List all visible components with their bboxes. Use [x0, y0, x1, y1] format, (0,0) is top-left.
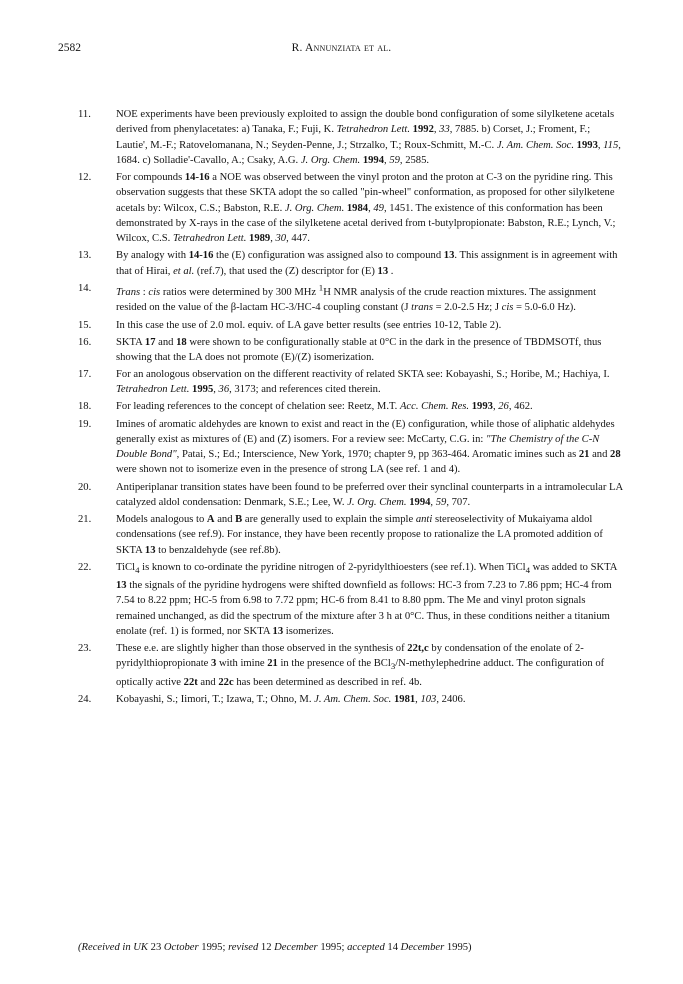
- reference-item: [78, 417, 623, 478]
- reference-number: 12.: [78, 171, 92, 183]
- reference-text: For compounds 14-16 a NOE was observed between the vinyl proton and the proton at C-3 on the pyridine ring. This observation suggests that these SKTA adopt the so called "pin-wheel" conformation, as proposed for other silylketene acetals by: Wilcox, C.S.; Babston, R.E. J. Org. Chem. 1984, 49, 1451. The existence of this conformation has been demonstrated by X-rays in the case of the silylketene acetal derived from t-butylpropionate: Babston, R.E.; Lynch, V.; Wilcox, C.S. Tetrahedron Lett. 1989, 30, 447.: [116, 171, 616, 245]
- reference-item: [78, 318, 623, 333]
- reference-text: By analogy with 14-16 the (E) configuration was assigned also to compound 13. This assignment is in agreement with that of Hirai, et al. (ref.7), that used the (Z) descriptor for (E) 13 .: [116, 250, 618, 277]
- reference-number: 24.: [78, 693, 92, 705]
- reference-item: [78, 107, 623, 168]
- reference-text: For leading references to the concept of chelation see: Reetz, M.T. Acc. Chem. Res. 1993, 26, 462.: [116, 401, 533, 413]
- reference-item: [78, 560, 623, 640]
- reference-item: [78, 480, 623, 511]
- reference-text: TiCl$_4$ is known to co-ordinate the pyridine nitrogen of 2-pyridylthioesters (see ref.1). When TiCl$_4$ was added to SKTA 13 the signals of the pyridine hydrogens were shifted downfield as follows: HC-3 from 7.23 to 7.86 ppm; HC-4 from 7.54 to 8.22 ppm; HC-5 from 6.98 to 7.72 ppm; HC-6 from 8.41 to 8.80 ppm. The Me and vinyl proton signals remained unchanged, as did the spectrum of the mixture after 3 h at 0°C. Thus, in these conditions neither a titanium enolate (ref. 1) is formed, nor SKTA 13 isomerizes.: [116, 561, 617, 637]
- reference-number: 14.: [78, 282, 92, 294]
- running-head: R. Annunziata et al.: [291, 42, 392, 54]
- references-list: [78, 107, 623, 709]
- page-number: 2582: [58, 42, 81, 54]
- reference-text: Kobayashi, S.; Iimori, T.; Izawa, T.; Ohno, M. J. Am. Chem. Soc. 1981, 103, 2406.: [116, 693, 466, 705]
- reference-text: NOE experiments have been previously exploited to assign the double bond configuration of some silylketene acetals derived from phenylacetates: a) Tanaka, F.; Fuji, K. Tetrahedron Lett. 1992, 33, 7885. b) Corset, J.; Froment, F.; Lautie', M.-F.; Ratovelomanana, N.; Seyden-Penne, J.; Strzalko, T.; Roux-Schmitt, M.-C. J. Am. Chem. Soc. 1993, 115, 1684. c) Solladie'-Cavallo, A.; Csaky, A.G. J. Org. Chem. 1994, 59, 2585.: [116, 109, 621, 166]
- reference-number: 15.: [78, 319, 92, 331]
- reference-item: [78, 399, 623, 414]
- reference-item: [78, 512, 623, 558]
- received-note: (Received in UK 23 October 1995; revised 12 December 1995; accepted 14 December 1995): [78, 942, 472, 953]
- reference-number: 18.: [78, 401, 92, 413]
- reference-item: [78, 170, 623, 246]
- reference-number: 13.: [78, 250, 92, 262]
- reference-number: 20.: [78, 481, 92, 493]
- reference-number: 23.: [78, 643, 92, 654]
- reference-number: 22.: [78, 561, 92, 573]
- reference-text: Antiperiplanar transition states have been found to be preferred over their synclinal counterparts in a intramolecular LA catalyzed aldol condensation: Denmark, S.E.; Lee, W. J. Org. Chem. 1994, 59, 707.: [116, 481, 623, 508]
- reference-number: 17.: [78, 369, 92, 381]
- reference-item: [78, 641, 623, 690]
- reference-number: 21.: [78, 513, 92, 525]
- reference-number: 16.: [78, 336, 92, 348]
- reference-item: [78, 335, 623, 366]
- reference-text: In this case the use of 2.0 mol. equiv. of LA gave better results (see entries 10-12, Table 2).: [116, 319, 502, 331]
- reference-item: [78, 367, 623, 398]
- reference-text: Trans : cis ratios were determined by 300 MHz $^1$H NMR analysis of the crude reaction mixtures. The assignment resided on the value of the β-lactam HC-3/HC-4 coupling constant (J trans = 2.0-2.5 Hz; J cis = 5.0-6.0 Hz).: [116, 282, 597, 314]
- reference-item: [78, 281, 623, 316]
- reference-number: 11.: [78, 109, 91, 120]
- reference-text: Imines of aromatic aldehydes are known to exist and react in the (E) configuration, while those of aliphatic aldehydes generally exist as mixtures of (E) and (Z) isomers. For a review see: McCarty, C.G. in: "The Chemistry of the C-N Double Bond", Patai, S.; Ed.; Interscience, New York, 1970; chapter 9, pp 363-464. Aromatic imines such as 21 and 28 were shown not to isomerize even in the presence of strong LA (see ref. 1 and 4).: [116, 418, 621, 476]
- reference-text: For an anologous observation on the different reactivity of related SKTA see: Kobayashi, S.; Horibe, M.; Hachiya, I. Tetrahedron Lett. 1995, 36, 3173; and references cited therein.: [116, 369, 610, 396]
- reference-text: SKTA 17 and 18 were shown to be configurationally stable at 0°C in the dark in the presence of TBDMSOTf, thus showing that the LA does not promote (E)/(Z) isomerization.: [116, 336, 602, 363]
- reference-number: 19.: [78, 418, 92, 430]
- reference-item: [78, 248, 623, 279]
- reference-text: Models analogous to A and B are generally used to explain the simple anti stereoselectivity of Mukaiyama aldol condensations (see ref.9). For instance, they have been recently propose to rationalize the LA promoted addition of SKTA 13 to benzaldehyde (see ref.8b).: [116, 513, 603, 556]
- reference-item: [78, 692, 623, 707]
- page-header: [58, 42, 625, 58]
- reference-text: These e.e. are slightly higher than those observed in the synthesis of 22t,c by condensation of the enolate of 2-pyridylthiopropionate 3 with imine 21 in the presence of the BCl$_3$/N-methylephedrine adduct. The configuration of optically active 22t and 22c has been determined as described in ref. 4b.: [116, 643, 605, 688]
